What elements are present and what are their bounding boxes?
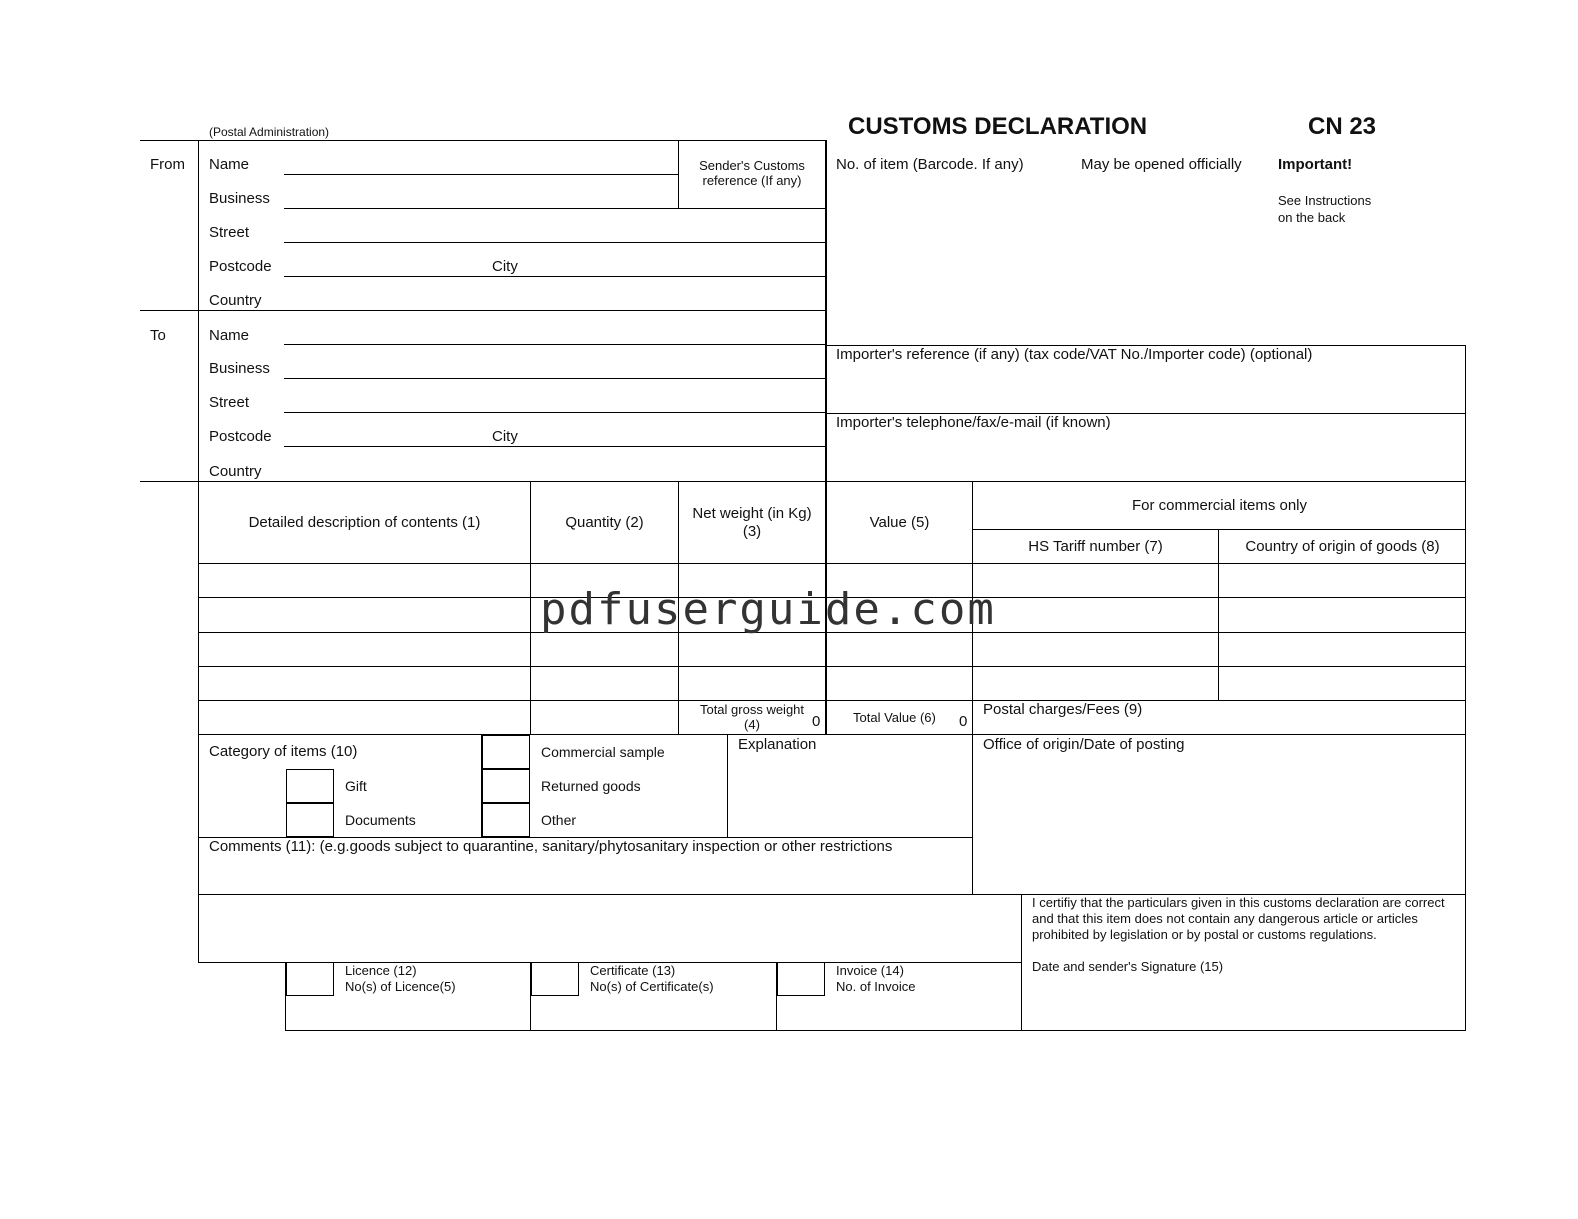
gift-checkbox[interactable] xyxy=(286,769,334,803)
lower-right-border xyxy=(1465,735,1466,1031)
returned-goods-checkbox[interactable] xyxy=(482,769,530,803)
senders-customs-reference[interactable]: Sender's Customs reference (If any) xyxy=(699,158,805,188)
lower-left-border xyxy=(198,735,199,963)
sender-name-label[interactable]: Name xyxy=(209,156,250,173)
certification-left-border xyxy=(1021,894,1022,1031)
gift-label: Gift xyxy=(345,778,367,794)
postal-administration-label: (Postal Administration) xyxy=(209,125,330,139)
watermark: pdfuserguide.com xyxy=(540,584,996,635)
sender-business-line xyxy=(284,208,826,209)
explanation-left-border xyxy=(727,735,728,837)
col-net-weight: Net weight (in Kg) (3) xyxy=(692,505,812,540)
sender-city-label[interactable]: City xyxy=(492,258,518,275)
certificate-checkbox[interactable] xyxy=(531,962,579,996)
office-of-origin-field[interactable]: Office of origin/Date of posting xyxy=(983,736,1185,753)
header-top-line xyxy=(140,140,826,141)
certification-statement: I certifiy that the particulars given in this customs declaration are correct and that this item does not contain any dangerous article or articles prohibited by legislation or by postal or customs regulations. xyxy=(1032,895,1445,942)
items-row-line-3 xyxy=(198,666,1466,667)
from-label: From xyxy=(150,156,185,173)
recipient-street-label[interactable]: Street xyxy=(209,394,250,411)
sender-postcode-line xyxy=(284,276,826,277)
licence-label: Licence (12) No(s) of Licence(5) xyxy=(345,963,456,994)
form-code: CN 23 xyxy=(1308,113,1377,140)
total-gross-weight-value[interactable]: 0 xyxy=(812,713,821,730)
item-number-barcode[interactable]: No. of item (Barcode. If any) xyxy=(836,156,1024,173)
items-header-line xyxy=(198,563,1466,564)
total-value-label: Total Value (6) xyxy=(853,710,936,725)
documents-checkbox[interactable] xyxy=(286,803,334,837)
licence-checkbox[interactable] xyxy=(286,962,334,996)
col-quantity: Quantity (2) xyxy=(565,514,644,531)
importer-reference[interactable]: Importer's reference (if any) (tax code/VAT No./Importer code) (optional) xyxy=(836,346,1313,363)
total-gross-weight-label: Total gross weight (4) xyxy=(699,702,805,732)
invoice-label: Invoice (14) No. of Invoice xyxy=(836,963,916,994)
recipient-name-label[interactable]: Name xyxy=(209,327,250,344)
recipient-country-label[interactable]: Country xyxy=(209,463,262,480)
recipient-postcode-line xyxy=(284,446,826,447)
to-label: To xyxy=(150,327,166,344)
commercial-items-only: For commercial items only xyxy=(1131,497,1308,514)
recipient-city-label[interactable]: City xyxy=(492,428,518,445)
col-hs-tariff: HS Tariff number (7) xyxy=(1028,538,1163,555)
commercial-sample-checkbox[interactable] xyxy=(482,735,530,769)
category-right-border xyxy=(972,735,973,894)
recipient-postcode-label[interactable]: Postcode xyxy=(209,428,272,445)
form-title: CUSTOMS DECLARATION xyxy=(848,113,1148,140)
commercial-subheader-line xyxy=(972,529,1466,530)
sender-street-line xyxy=(284,242,826,243)
commercial-sample-label: Commercial sample xyxy=(541,744,665,760)
sender-business-label[interactable]: Business xyxy=(209,190,270,207)
postal-charges-fees[interactable]: Postal charges/Fees (9) xyxy=(983,701,1143,718)
other-checkbox[interactable] xyxy=(482,803,530,837)
col-value: Value (5) xyxy=(869,514,930,531)
total-value-amount[interactable]: 0 xyxy=(959,713,968,730)
certificate-label: Certificate (13) No(s) of Certificate(s) xyxy=(590,963,714,994)
form-bottom-line xyxy=(285,1030,1466,1031)
sender-country-label[interactable]: Country xyxy=(209,292,262,309)
returned-goods-label: Returned goods xyxy=(541,778,641,794)
sender-country-line xyxy=(140,310,826,311)
col-description: Detailed description of contents (1) xyxy=(248,514,481,531)
other-label: Other xyxy=(541,812,577,828)
explanation-field[interactable]: Explanation xyxy=(738,736,817,753)
recipient-business-line xyxy=(284,378,826,379)
important-label: Important! xyxy=(1278,156,1353,173)
recipient-business-label[interactable]: Business xyxy=(209,360,270,377)
invoice-checkbox[interactable] xyxy=(777,962,825,996)
col-country-origin: Country of origin of goods (8) xyxy=(1245,538,1440,555)
sender-name-line xyxy=(284,174,679,175)
sender-postcode-label[interactable]: Postcode xyxy=(209,258,272,275)
address-left-border xyxy=(198,140,199,482)
recipient-street-line xyxy=(284,412,826,413)
category-of-items-label: Category of items (10) xyxy=(209,743,358,760)
sender-street-label[interactable]: Street xyxy=(209,224,250,241)
see-instructions-note: See Instructions on the back xyxy=(1278,193,1372,225)
documents-label: Documents xyxy=(345,812,416,828)
recipient-name-line xyxy=(284,344,826,345)
may-be-opened-officially: May be opened officially xyxy=(1081,156,1242,173)
items-row-line-4 xyxy=(198,700,1466,701)
importer-telephone[interactable]: Importer's telephone/fax/e-mail (if known) xyxy=(836,414,1111,431)
sender-signature-field[interactable]: Date and sender's Signature (15) xyxy=(1032,959,1224,974)
comments-field[interactable]: Comments (11): (e.g.goods subject to quarantine, sanitary/phytosanitary inspection or other restrictions xyxy=(209,838,893,855)
